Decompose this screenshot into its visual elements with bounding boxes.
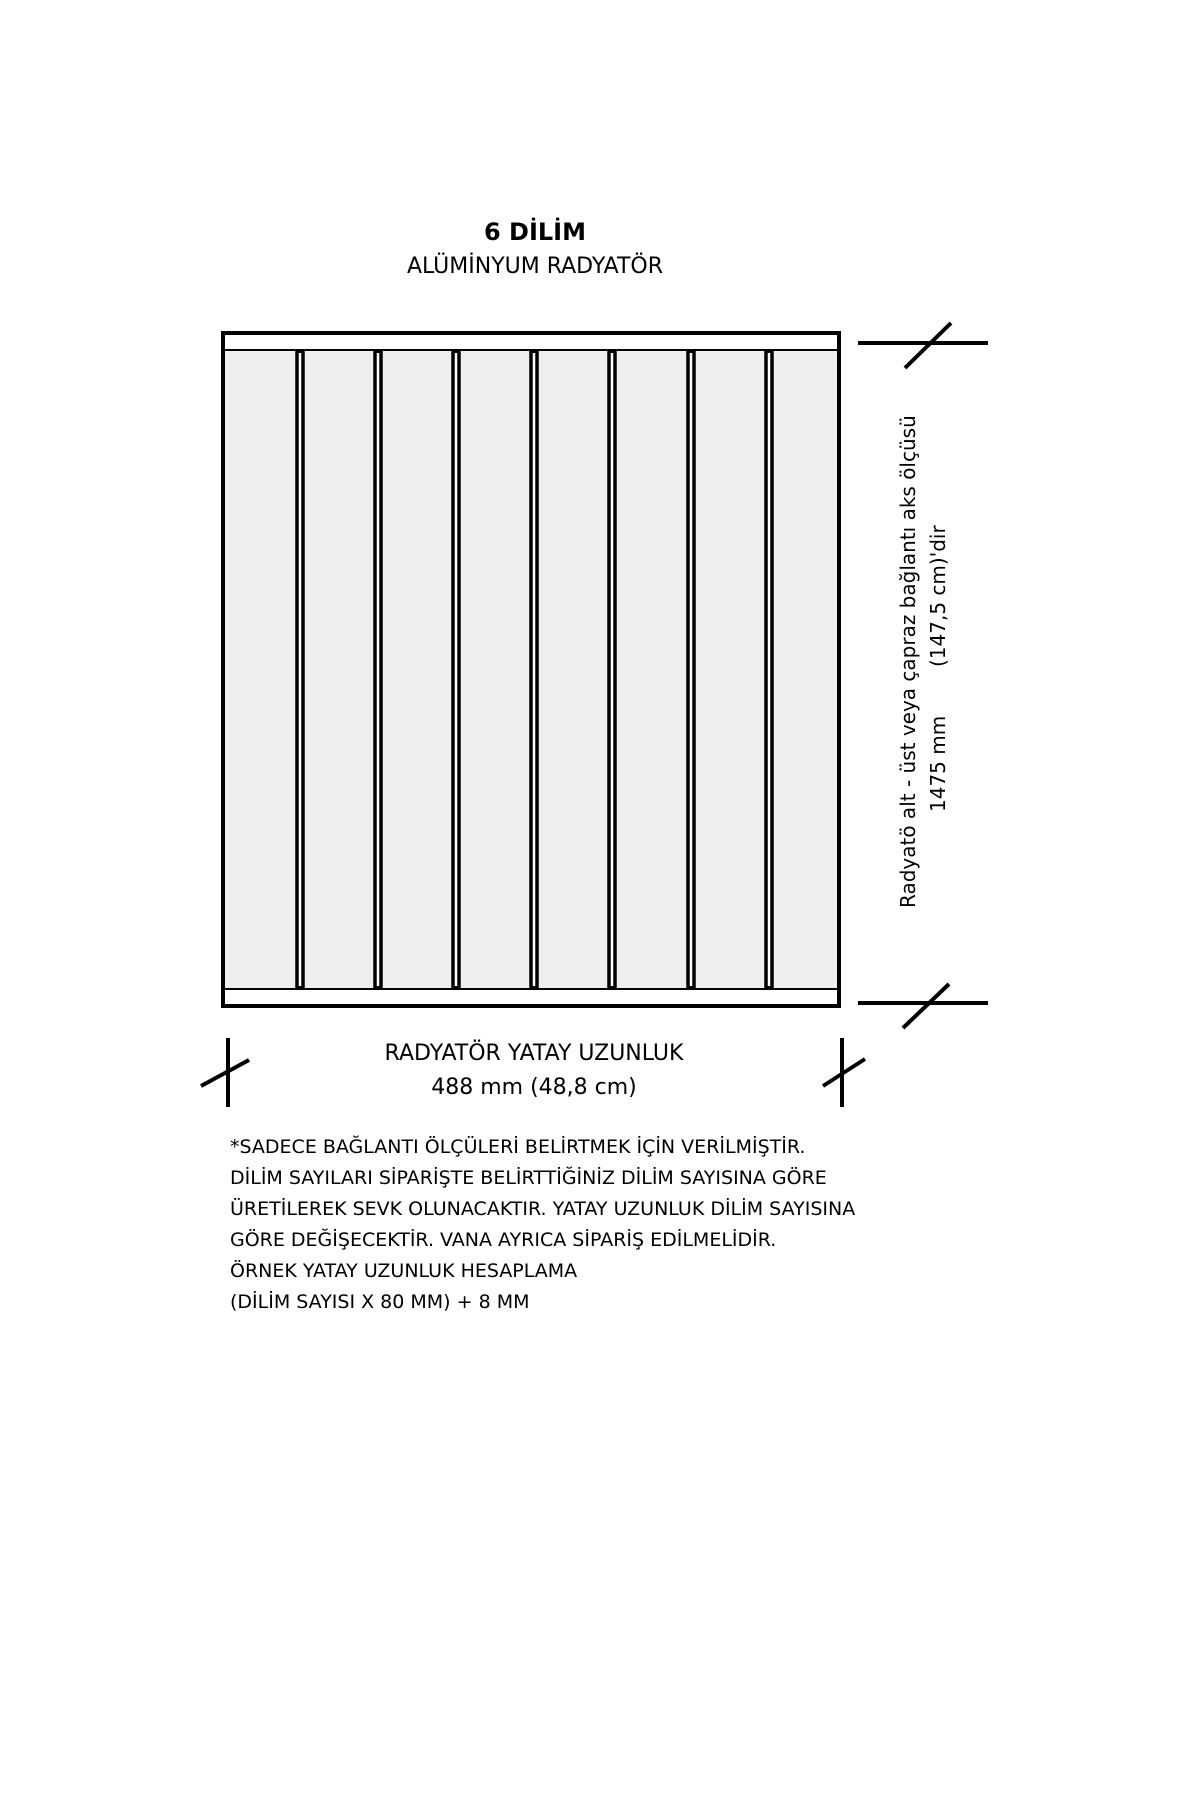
note-line: ÜRETİLEREK SEVK OLUNACAKTIR. YATAY UZUNLUK DİLİM SAYISINA [230,1198,856,1220]
diagram-subtitle: ALÜMİNYUM RADYATÖR [406,254,664,279]
vertical-dimension-label: Radyatö alt - üst veya çapraz bağlantı aks ölçüsü [896,415,920,908]
radiator-bottom-bar [223,988,839,1006]
note-line: GÖRE DEĞİŞECEKTİR. VANA AYRICA SİPARİŞ EDİLMELİDİR. [230,1229,777,1251]
note-line: ÖRNEK YATAY UZUNLUK HESAPLAMA [230,1260,578,1282]
radiator-panel [773,351,837,988]
radiator-panel [616,351,687,988]
radiator-panel [695,351,765,988]
vertical-dimension-mm: 1475 mm [926,715,950,812]
vertical-dimension-marks [858,323,988,1028]
horizontal-dimension-value: 488 mm (48,8 cm) [431,1075,637,1100]
radiator-panel [538,351,608,988]
note-line: DİLİM SAYILARI SİPARİŞTE BELİRTTİĞİNİZ DİLİM SAYISINA GÖRE [230,1167,827,1189]
notes-block [230,1132,855,1318]
note-line: (DİLİM SAYISI X 80 MM) + 8 MM [230,1291,530,1313]
diagram-title: 6 DİLİM [483,218,586,246]
radiator-panel [304,351,374,988]
radiator-panel [225,351,296,988]
radiator-panel [460,351,530,988]
note-line: *SADECE BAĞLANTI ÖLÇÜLERİ BELİRTMEK İÇİN VERİLMİŞTİR. [230,1136,806,1158]
radiator-top-bar [223,333,839,351]
radiator-panel [382,351,452,988]
vertical-dimension-cm: (147,5 cm)'dir [926,525,950,667]
horizontal-dimension-label: RADYATÖR YATAY UZUNLUK [384,1041,684,1066]
